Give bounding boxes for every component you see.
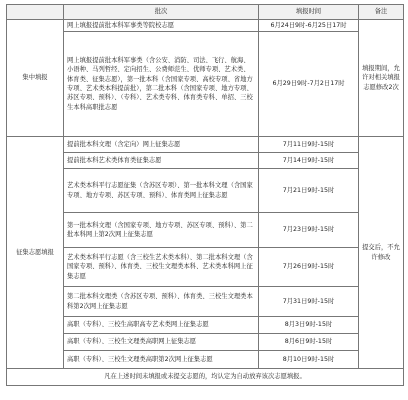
time-cell: 7月11日9时-15时 [259, 137, 359, 153]
batch-cell: 提前批本科艺术类体育类征集志愿 [64, 153, 259, 169]
batch-cell: 艺术类本科平行志愿征集（含苏区专项）、第一批本科文理（含国家专项、地方专项、苏区专项、预科）、体育类网上征集志愿 [64, 169, 259, 213]
note-cell-centralized: 填报期间，允许对相关填报志愿修改2次 [359, 20, 404, 137]
time-cell: 6月29日9时-7月2日17时 [259, 32, 359, 137]
table-row [7, 153, 404, 169]
batch-cell: 艺术类本科平行志愿（含三校生艺术类本科）、第二批本科文理（含国家专项、预科）、体育类、三校生文理类本科、艺术类本科网上征集志愿 [64, 248, 259, 287]
header-time: 填报时间 [259, 5, 359, 20]
time-cell: 7月21日9时-15时 [259, 169, 359, 213]
time-cell: 7月14日9时-15时 [259, 153, 359, 169]
time-cell: 7月23日9时-15时 [259, 213, 359, 248]
time-cell: 8月3日9时-15时 [259, 317, 359, 334]
header-row [7, 5, 404, 20]
batch-cell: 提前批本科文理（含定向）网上征集志愿 [64, 137, 259, 153]
time-cell: 8月10日9时-15时 [259, 351, 359, 369]
table-row [7, 32, 404, 137]
table-row [7, 169, 404, 213]
table-row [7, 317, 404, 334]
time-cell: 7月31日9时-15时 [259, 287, 359, 317]
batch-cell: 第二批本科文理类（含苏区专项、预科）、体育类、三校生文理类本科第2次网上征集志愿 [64, 287, 259, 317]
note-cell-collection: 提交后，不允许修改 [359, 137, 404, 369]
volunteer-schedule-table [6, 4, 404, 386]
batch-cell: 第一批本科文理（含国家专项、地方专项、苏区专项、预科）、第二批本科网上第2次网上征集志愿 [64, 213, 259, 248]
batch-cell: 高职（专科）、三校生文理类高职网上征集志愿 [64, 334, 259, 351]
header-batch: 批次 [64, 5, 259, 20]
time-cell: 8月6日9时-15时 [259, 334, 359, 351]
table-row [7, 351, 404, 369]
batch-cell: 网上填报提前批本科军事类（含公安、消防、司法、飞行、航海、小语种、马列哲经、定向招生、公费师范生、优师专项、艺术类、体育类、征集志愿），第一批本科（含国家专项、高校专项、省地方专项、艺术类本科提前批），第二批本科（含国家专项、地方专项、苏区专项、预科）、（专科）、艺术类专科、体育类专科、单招、三校生本科高职批志愿 [64, 32, 259, 137]
table-row [7, 213, 404, 248]
batch-cell: 高职（专科）、三校生高职高专艺术类网上征集志愿 [64, 317, 259, 334]
time-cell: 6月24日9时-6月25日17时 [259, 20, 359, 32]
table-row [7, 334, 404, 351]
header-note: 备注 [359, 5, 404, 20]
phase-cell-centralized: 集中填报 [7, 20, 64, 137]
phase-cell-collection: 征集志愿填报 [7, 137, 64, 369]
batch-cell: 高职（专科）、三校生文理类高职第2次网上征集志愿 [64, 351, 259, 369]
header-phase [7, 5, 64, 20]
table-row [7, 287, 404, 317]
table-row [7, 137, 404, 153]
table-row [7, 20, 404, 32]
footer-note: 凡在上述时间未填报或未提交志愿的，均认定为自动放弃该次志愿填报。 [7, 369, 404, 386]
batch-cell: 网上填报提前批本科军事类等院校志愿 [64, 20, 259, 32]
table-row [7, 248, 404, 287]
footer-row [7, 369, 404, 386]
time-cell: 7月26日9时-15时 [259, 248, 359, 287]
